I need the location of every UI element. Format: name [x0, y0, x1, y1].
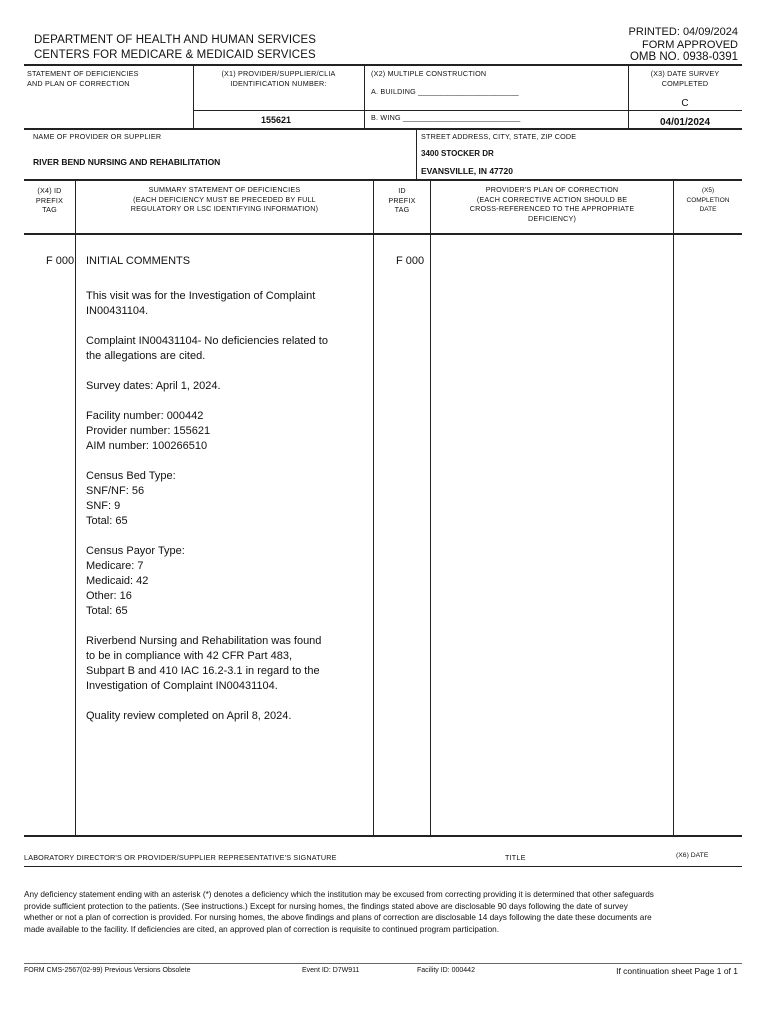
- header-rule: [24, 233, 742, 235]
- event-id: Event ID: D7W911: [302, 967, 360, 974]
- column-divider: [430, 181, 431, 836]
- paragraph: This visit was for the Investigation of Complaint IN00431104.: [86, 290, 316, 317]
- provider-id-label: (X1) PROVIDER/SUPPLIER/CLIA IDENTIFICATION NUMBER:: [221, 69, 336, 88]
- printed-date: PRINTED: 04/09/2024: [628, 26, 738, 38]
- paragraph: Facility number: 000442 Provider number: 155621 AIM number: 100266510: [86, 410, 211, 452]
- facility-id: Facility ID: 000442: [417, 967, 475, 974]
- title-label: TITLE: [505, 853, 526, 862]
- signature-label: LABORATORY DIRECTOR'S OR PROVIDER/SUPPLIER REPRESENTATIVE'S SIGNATURE: [24, 853, 337, 862]
- paragraph: Complaint IN00431104- No deficiencies related to the allegations are cited.: [86, 335, 328, 362]
- agency-header: [34, 33, 316, 63]
- completion-date-header: (X5) COMPLETION DATE: [686, 187, 730, 213]
- row-rule: [24, 179, 742, 181]
- survey-type-code: C: [681, 98, 689, 109]
- omb-number: OMB NO. 0938-0391: [629, 51, 738, 63]
- disclosure-notice: Any deficiency statement ending with an asterisk (*) denotes a deficiency which the institution may be excused from correcting providing it is determined that other safeguards provide sufficient protection to the patients. (See instructions.) Except for nursing homes, the findings stated above are disclosable 90 days following the date of survey whether or not a plan of correction is provided. For nursing homes, the above findings and plans of correction are disclosable 14 days following the date these documents are made available to the facility. If deficiencies are cited, an approved plan of correction is requisite to continued program participation.: [24, 890, 654, 934]
- paragraph: Census Payor Type: Medicare: 7 Medicaid: 42 Other: 16 Total: 65: [86, 545, 185, 617]
- street-address: 3400 STOCKER DR: [421, 149, 494, 158]
- entry-heading: INITIAL COMMENTS: [86, 255, 191, 267]
- deficiency-tag: F 000: [46, 255, 75, 267]
- divider: [364, 110, 628, 111]
- column-divider: [673, 181, 674, 836]
- signature-line: [24, 866, 742, 867]
- summary-header: SUMMARY STATEMENT OF DEFICIENCIES (EACH DEFICIENCY MUST BE PRECEDED BY FULL REGULATORY OR LSC IDENTIFYING INFORMATION): [130, 185, 319, 213]
- deficiency-text: [86, 289, 346, 739]
- city-state-zip: EVANSVILLE, IN 47720: [421, 166, 513, 176]
- form-id: FORM CMS-2567(02-99) Previous Versions Obsolete: [24, 967, 191, 974]
- form-approved: FORM APPROVED: [642, 38, 738, 51]
- column-divider: [373, 181, 374, 836]
- paragraph: Census Bed Type: SNF/NF: 56 SNF: 9 Total: 65: [86, 470, 176, 527]
- provider-name-label: NAME OF PROVIDER OR SUPPLIER: [33, 132, 162, 141]
- building-field: A. BUILDING ________________________: [371, 87, 519, 96]
- id-prefix-header: ID PREFIX TAG: [388, 186, 416, 214]
- divider: [364, 65, 365, 128]
- paragraph: Quality review completed on April 8, 2024.: [86, 710, 292, 722]
- continuation-page: If continuation sheet Page 1 of 1: [616, 966, 738, 976]
- row-rule: [24, 128, 742, 130]
- paragraph: Riverbend Nursing and Rehabilitation was found to be in compliance with 42 CFR Part 483, Subpart B and 410 IAC 16.2-3.1 in regard to the Investigation of Complaint IN00431104.: [86, 635, 322, 692]
- plan-of-correction-header: PROVIDER'S PLAN OF CORRECTION (EACH CORRECTIVE ACTION SHOULD BE CROSS-REFERENCED TO THE APPROPRIATE DEFICIENCY): [469, 185, 635, 223]
- provider-name-value: RIVER BEND NURSING AND REHABILITATION: [33, 157, 221, 167]
- correction-tag: F 000: [396, 255, 425, 267]
- statement-label: STATEMENT OF DEFICIENCIES AND PLAN OF CORRECTION: [27, 69, 139, 88]
- divider: [628, 110, 742, 111]
- paragraph: Survey dates: April 1, 2024.: [86, 380, 221, 392]
- footer-rule: [24, 963, 742, 964]
- print-info: [629, 26, 738, 64]
- top-rule: [24, 64, 742, 66]
- survey-date-value: 04/01/2024: [659, 117, 711, 128]
- column-divider: [75, 181, 76, 836]
- signature-date-label: (X6) DATE: [676, 852, 709, 859]
- divider: [193, 110, 364, 111]
- multiple-construction-label: (X2) MULTIPLE CONSTRUCTION: [371, 69, 487, 78]
- survey-date-label: (X3) DATE SURVEY COMPLETED: [650, 69, 720, 88]
- signature-rule: [24, 835, 742, 837]
- wing-field: B. WING ____________________________: [371, 113, 521, 122]
- provider-id-value: 155621: [261, 115, 292, 125]
- address-label: STREET ADDRESS, CITY, STATE, ZIP CODE: [421, 132, 577, 141]
- centers-name: CENTERS FOR MEDICARE & MEDICAID SERVICES: [34, 49, 316, 61]
- x4-header: (X4) ID PREFIX TAG: [35, 186, 64, 214]
- department-name: DEPARTMENT OF HEALTH AND HUMAN SERVICES: [34, 34, 317, 46]
- divider: [416, 129, 417, 180]
